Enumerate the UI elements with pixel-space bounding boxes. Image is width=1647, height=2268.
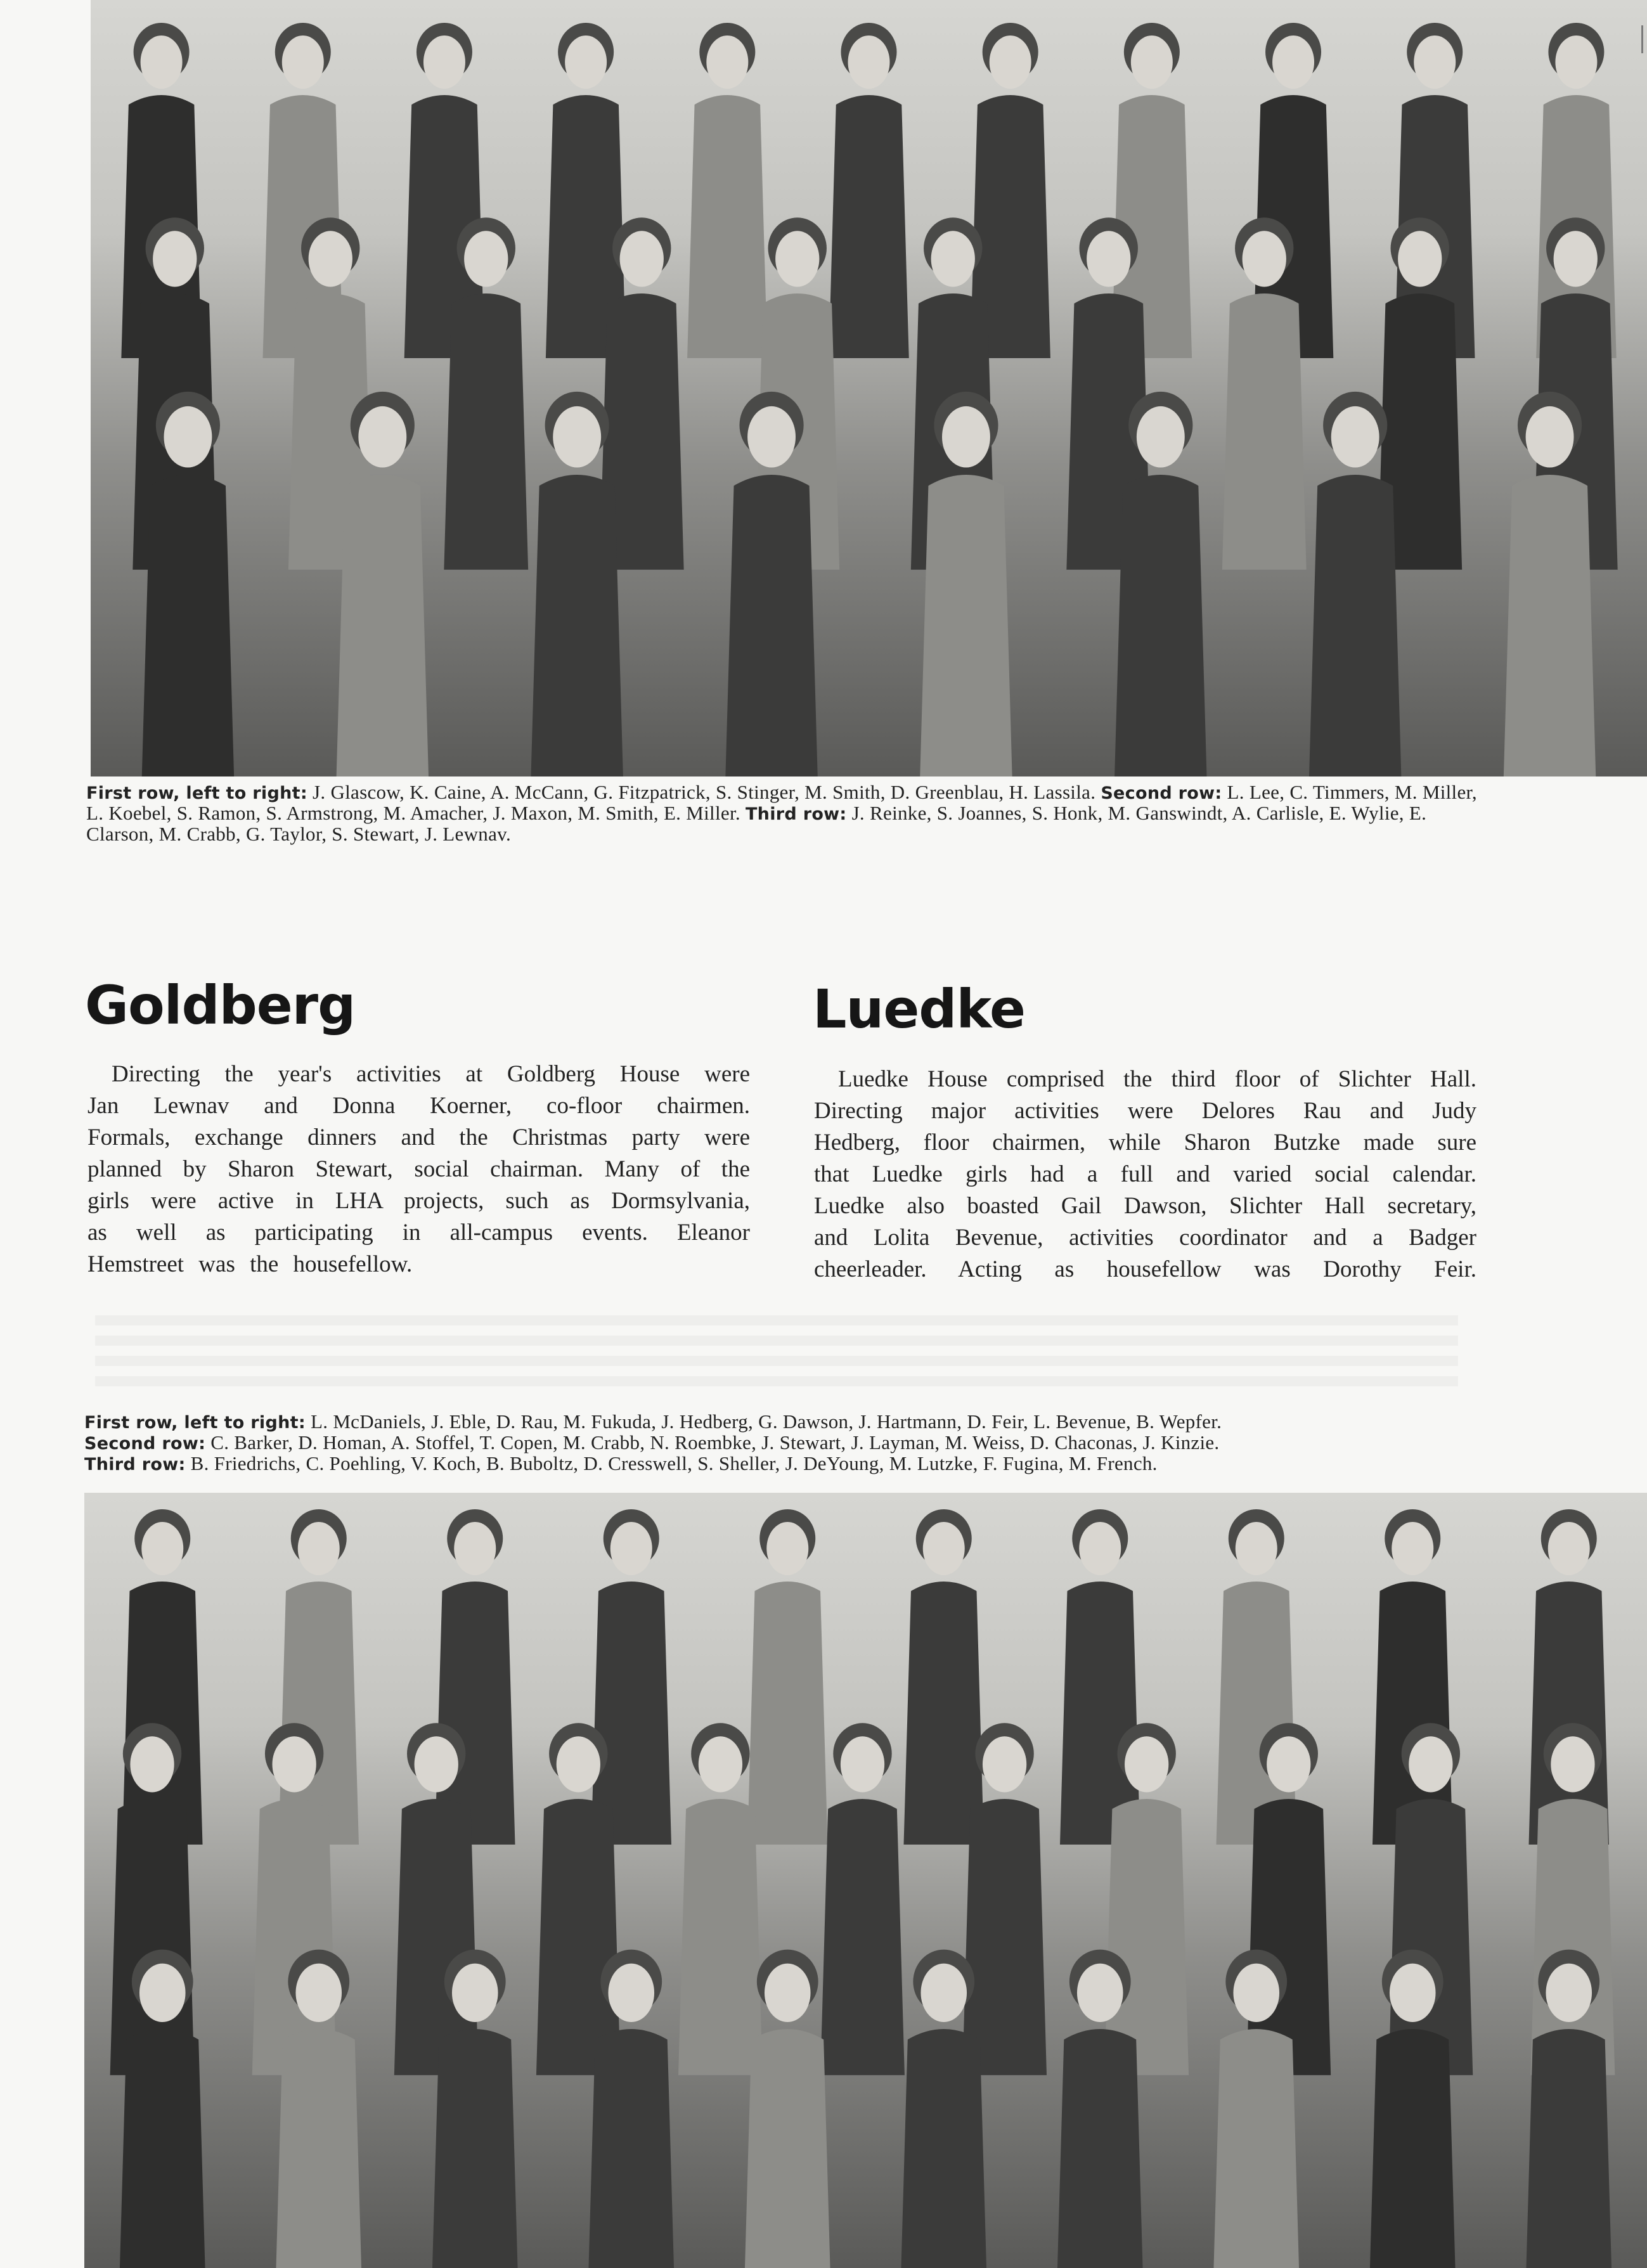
caption-row-lead: First row, left to right: bbox=[86, 783, 307, 803]
paragraph-line: Hedberg, floor chairmen, while Sharon Butzke made sure bbox=[814, 1130, 1476, 1156]
caption-row-lead: Third row: bbox=[84, 1455, 186, 1474]
person-figure bbox=[1372, 1509, 1453, 1845]
paragraph-line: cheerleader. Acting as housefellow was Dorothy Feir. bbox=[814, 1256, 1476, 1282]
caption-row-names: B. Friedrichs, C. Poehling, V. Koch, B. Buboltz, D. Cresswell, S. Sheller, J. DeYoung, M. Lutzke, F. Fugina, M. French. bbox=[185, 1452, 1158, 1474]
person-figure bbox=[279, 1509, 359, 1845]
scan-edge-mark bbox=[1641, 25, 1643, 53]
luedke-heading: Luedke bbox=[813, 978, 1026, 1040]
bleed-through-text bbox=[95, 1315, 1458, 1391]
paragraph-line: Directing major activities were Delores Rau and Judy bbox=[814, 1098, 1476, 1124]
luedke-paragraph bbox=[814, 1064, 1476, 1285]
caption-row bbox=[84, 1412, 1568, 1433]
goldberg-photo-caption bbox=[86, 782, 1481, 844]
caption-row bbox=[84, 1433, 1568, 1453]
person-figure bbox=[747, 1509, 828, 1845]
paragraph-line: and Lolita Bevenue, activities coordinator and a Badger bbox=[814, 1225, 1476, 1251]
person-figure bbox=[122, 1509, 203, 1845]
person-figure bbox=[591, 1509, 672, 1845]
person-figure bbox=[435, 1509, 515, 1845]
paragraph-line: girls were active in LHA projects, such as Dormsylvania, bbox=[87, 1188, 750, 1214]
paragraph-line: Luedke also boasted Gail Dawson, Slichter Hall secretary, bbox=[814, 1193, 1476, 1219]
goldberg-heading: Goldberg bbox=[85, 974, 356, 1036]
photo-figures bbox=[91, 0, 1647, 776]
paragraph-line: planned by Sharon Stewart, social chairman. Many of the bbox=[87, 1156, 750, 1182]
person-figure bbox=[904, 1509, 985, 1845]
caption-row-names: J. Glascow, K. Caine, A. McCann, G. Fitzpatrick, S. Stinger, M. Smith, D. Greenblau, H. Lassila. bbox=[307, 781, 1096, 803]
paragraph-line: Directing the year's activities at Goldberg House were bbox=[112, 1061, 750, 1087]
luedke-photo-caption bbox=[84, 1412, 1568, 1474]
paragraph-line: Jan Lewnav and Donna Koerner, co-floor chairmen. bbox=[87, 1093, 750, 1119]
goldberg-group-photo bbox=[91, 0, 1647, 776]
caption-row-lead: Second row: bbox=[84, 1434, 206, 1453]
paragraph-line: Formals, exchange dinners and the Christmas party were bbox=[87, 1124, 750, 1150]
person-figure bbox=[1217, 1509, 1297, 1845]
goldberg-paragraph bbox=[87, 1059, 750, 1280]
caption-row bbox=[84, 1453, 1568, 1474]
paragraph-line: as well as participating in all-campus events. Eleanor bbox=[87, 1220, 750, 1246]
caption-row-names: J. Reinke, S. Joannes, S. Honk, M. Ganswindt, A. Carlisle, E. Wylie, E. Clarson, M. Crabb, G. Taylor, S. Stewart, J. Lewnav. bbox=[86, 802, 1427, 845]
paragraph-line: Hemstreet was the housefellow. bbox=[87, 1251, 413, 1277]
paragraph-line: Luedke House comprised the third floor of Slichter Hall. bbox=[838, 1066, 1476, 1092]
person-figure bbox=[1529, 1509, 1610, 1845]
caption-row-names: C. Barker, D. Homan, A. Stoffel, T. Copen, M. Crabb, N. Roembke, J. Stewart, J. Layman, M. Weiss, D. Chaconas, J. Kinzie. bbox=[205, 1431, 1220, 1453]
photo-figures bbox=[84, 1493, 1647, 2268]
person-figure bbox=[687, 23, 768, 358]
luedke-group-photo bbox=[84, 1493, 1647, 2268]
caption-row-lead: Third row: bbox=[745, 804, 847, 824]
person-figure bbox=[1060, 1509, 1140, 1845]
person-figure bbox=[820, 1723, 905, 2075]
person-figure bbox=[829, 23, 909, 358]
caption-row-names: L. Lee, C. Timmers, M. Miller, L. Koebel, S. Ramon, S. Armstrong, M. Amacher, J. Maxon, M. Smith, E. Miller. bbox=[86, 781, 1477, 824]
caption-row-lead: Second row: bbox=[1101, 783, 1222, 803]
paragraph-line: that Luedke girls had a full and varied social calendar. bbox=[814, 1161, 1476, 1187]
caption-row-lead: First row, left to right: bbox=[84, 1413, 306, 1433]
caption-row-names: L. McDaniels, J. Eble, D. Rau, M. Fukuda, J. Hedberg, G. Dawson, J. Hartmann, D. Feir, L. Bevenue, B. Wepfer. bbox=[305, 1410, 1222, 1433]
